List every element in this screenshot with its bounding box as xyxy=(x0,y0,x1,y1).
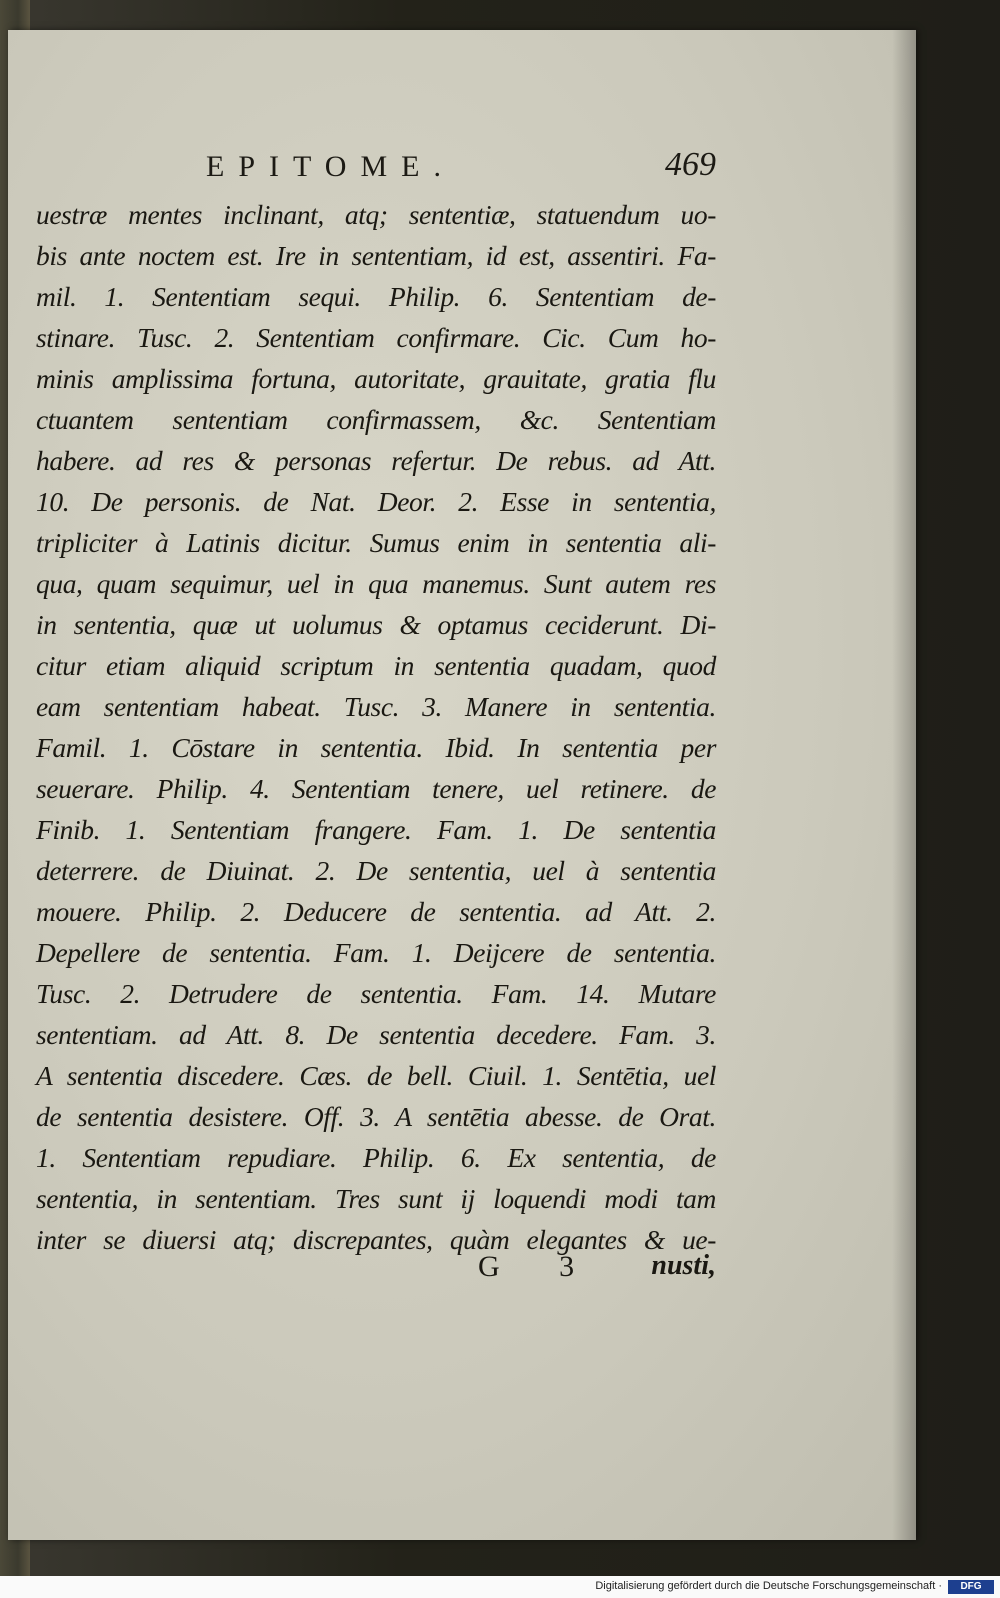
credit-text: Digitalisierung gefördert durch die Deutsche Forschungsgemeinschaft · xyxy=(595,1580,942,1592)
text-line: mil. 1. Sententiam sequi. Philip. 6. Sententiam de- xyxy=(36,281,716,312)
credit-bar xyxy=(0,1576,1000,1598)
text-line: tripliciter à Latinis dicitur. Sumus enim in sententia ali- xyxy=(36,527,716,558)
text-line: citur etiam aliquid scriptum in sententia quadam, quod xyxy=(36,650,716,681)
text-line: seuerare. Philip. 4. Sententiam tenere, uel retinere. de xyxy=(36,773,716,804)
text-line: minis amplissima fortuna, autoritate, grauitate, gratia flu xyxy=(36,363,716,394)
text-line: eam sententiam habeat. Tusc. 3. Manere in sententia. xyxy=(36,691,716,722)
body-text xyxy=(36,194,716,1260)
text-line: Depellere de sententia. Fam. 1. Deijcere de sententia. xyxy=(36,937,716,968)
text-line: Famil. 1. Cōstare in sententia. Ibid. In sententia per xyxy=(36,732,716,763)
page-footer xyxy=(8,1250,716,1290)
text-line: mouere. Philip. 2. Deducere de sententia. ad Att. 2. xyxy=(36,896,716,927)
page-header xyxy=(196,146,716,190)
text-line: inter se diuersi atq; discrepantes, quàm elegantes & ue- xyxy=(36,1224,716,1255)
text-line: deterrere. de Diuinat. 2. De sententia, uel à sententia xyxy=(36,855,716,886)
text-line: sententiam. ad Att. 8. De sententia decedere. Fam. 3. xyxy=(36,1019,716,1050)
signature-mark: G 3 xyxy=(478,1250,601,1283)
text-line: de sententia desistere. Off. 3. A sentētia abesse. de Orat. xyxy=(36,1101,716,1132)
text-line: sententia, in sententiam. Tres sunt ij loquendi modi tam xyxy=(36,1183,716,1214)
text-line: bis ante noctem est. Ire in sententiam, id est, assentiri. Fa- xyxy=(36,240,716,271)
page-gutter-shadow xyxy=(892,30,916,1540)
text-line: ctuantem sententiam confirmassem, &c. Sententiam xyxy=(36,404,716,435)
text-line: stinare. Tusc. 2. Sententiam confirmare. Cic. Cum ho- xyxy=(36,322,716,353)
text-line: Finib. 1. Sententiam frangere. Fam. 1. De sententia xyxy=(36,814,716,845)
catchword: nusti, xyxy=(651,1250,716,1281)
dfg-logo: DFG xyxy=(948,1580,994,1594)
text-line: 1. Sententiam repudiare. Philip. 6. Ex sententia, de xyxy=(36,1142,716,1173)
text-line: 10. De personis. de Nat. Deor. 2. Esse in sententia, xyxy=(36,486,716,517)
text-line: Tusc. 2. Detrudere de sententia. Fam. 14. Mutare xyxy=(36,978,716,1009)
text-line: qua, quam sequimur, uel in qua manemus. Sunt autem res xyxy=(36,568,716,599)
page-number: 469 xyxy=(665,146,716,183)
text-line: A sententia discedere. Cæs. de bell. Ciuil. 1. Sentētia, uel xyxy=(36,1060,716,1091)
running-title: EPITOME. xyxy=(206,150,455,183)
book-page xyxy=(8,30,916,1540)
text-line: uestræ mentes inclinant, atq; sententiæ, statuendum uo- xyxy=(36,199,716,230)
text-line: in sententia, quæ ut uolumus & optamus ceciderunt. Di- xyxy=(36,609,716,640)
text-line: habere. ad res & personas refertur. De rebus. ad Att. xyxy=(36,445,716,476)
